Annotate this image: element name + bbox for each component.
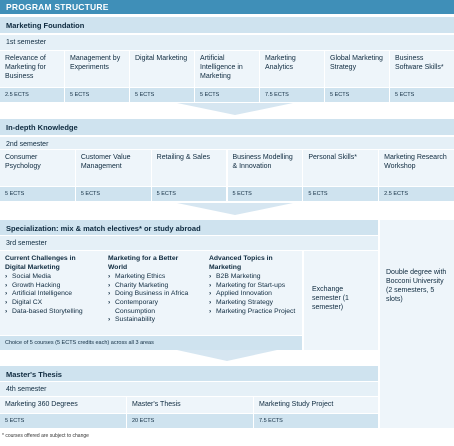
course-cell: Retailing & Sales: [152, 150, 227, 186]
course-ects: 2.5 ECTS: [0, 88, 64, 102]
semester-label-2: 2nd semester: [0, 137, 454, 149]
thesis-ects: 7.5 ECTS: [254, 414, 378, 428]
thesis-ects: 5 ECTS: [0, 414, 126, 428]
elective-area-title: Current Challenges in Digital Marketing: [5, 255, 76, 271]
elective-item: › Charity Marketing: [108, 282, 198, 291]
elective-item: › Social Media: [5, 273, 97, 282]
course-ects: 5 ECTS: [390, 88, 454, 102]
footnote: * courses offered are subject to change: [2, 433, 89, 439]
course-ects: 2.5 ECTS: [379, 187, 454, 201]
course-cell: Digital Marketing: [130, 51, 194, 87]
section-heading-specialization: Specialization: mix & match electives* or study abroad: [0, 220, 378, 235]
elective-area-better-world: [103, 251, 203, 329]
elective-item: › Marketing Ethics: [108, 273, 198, 282]
course-cell: Business Software Skills*: [390, 51, 454, 87]
course-ects: 5 ECTS: [0, 187, 75, 201]
course-cell: Relevance of Marketing for Business: [0, 51, 64, 87]
exchange-semester-cell: Exchange semester (1 semester): [304, 251, 378, 350]
course-cell: Marketing Research Workshop: [379, 150, 454, 186]
elective-item: › Artificial Intelligence: [5, 290, 97, 299]
elective-item: › Contemporary Consumption: [108, 299, 198, 316]
semester-label-4: 4th semester: [0, 382, 378, 396]
elective-area-digital: [0, 251, 102, 320]
semester-label-1: 1st semester: [0, 35, 454, 50]
semester-label-3: 3rd semester: [0, 236, 378, 250]
course-cell: Customer Value Management: [76, 150, 151, 186]
course-ects: 5 ECTS: [303, 187, 378, 201]
elective-item: › Applied Innovation: [209, 290, 297, 299]
elective-item: › Marketing Practice Project: [209, 308, 297, 317]
course-cell: Business Modelling & Innovation: [228, 150, 303, 186]
elective-area-advanced: [204, 251, 302, 320]
course-ects: 5 ECTS: [76, 187, 151, 201]
elective-item: › Marketing Strategy: [209, 299, 297, 308]
elective-area-title: Advanced Topics in Marketing: [209, 255, 273, 271]
course-cell: Consumer Psychology: [0, 150, 75, 186]
flow-arrow-1: [177, 103, 293, 115]
program-structure-title: PROGRAM STRUCTURE: [0, 0, 454, 14]
course-ects: 5 ECTS: [152, 187, 227, 201]
elective-item: › Sustainability: [108, 316, 198, 325]
elective-item: › B2B Marketing: [209, 273, 297, 282]
course-ects: 7.5 ECTS: [260, 88, 324, 102]
section-heading-thesis: Master's Thesis: [0, 366, 378, 381]
course-ects: 5 ECTS: [325, 88, 389, 102]
flow-arrow-3: [177, 350, 277, 361]
course-cell: Management by Experiments: [65, 51, 129, 87]
elective-area-title: Marketing for a Better World: [108, 255, 179, 271]
course-cell: Personal Skills*: [303, 150, 378, 186]
course-ects: 5 ECTS: [65, 88, 129, 102]
section-heading-indepth: In-depth Knowledge: [0, 119, 454, 135]
double-degree-cell: Double degree with Bocconi University (2 semesters, 5 slots): [380, 220, 454, 428]
thesis-course-cell: Marketing 360 Degrees: [0, 397, 126, 413]
course-cell: Marketing Analytics: [260, 51, 324, 87]
electives-panel: [0, 251, 302, 335]
elective-item: › Digital CX: [5, 299, 97, 308]
elective-item: › Data-based Storytelling: [5, 308, 97, 317]
elective-item: › Doing Business in Africa: [108, 290, 198, 299]
section-heading-foundation: Marketing Foundation: [0, 17, 454, 33]
flow-arrow-2: [177, 203, 293, 215]
course-ects: 5 ECTS: [195, 88, 259, 102]
thesis-course-cell: Master's Thesis: [127, 397, 253, 413]
thesis-ects: 20 ECTS: [127, 414, 253, 428]
course-cell: Artificial Intelligence in Marketing: [195, 51, 259, 87]
elective-item: › Growth Hacking: [5, 282, 97, 291]
thesis-course-cell: Marketing Study Project: [254, 397, 378, 413]
elective-item: › Marketing for Start-ups: [209, 282, 297, 291]
course-cell: Global Marketing Strategy: [325, 51, 389, 87]
choice-note: Choice of 5 courses (5 ECTS credits each) across all 3 areas: [0, 336, 302, 350]
course-ects: 5 ECTS: [130, 88, 194, 102]
course-ects: 5 ECTS: [228, 187, 303, 201]
